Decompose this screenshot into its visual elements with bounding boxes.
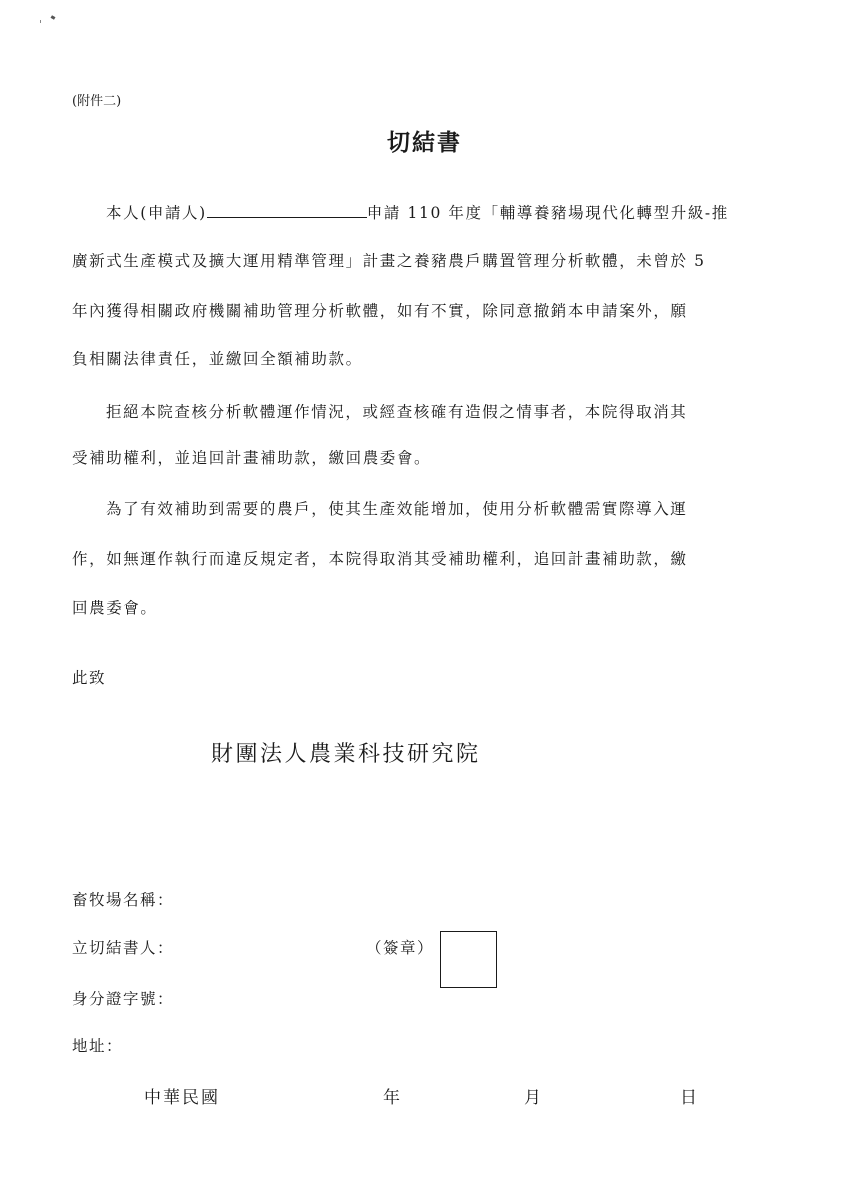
date-day: 日: [680, 1088, 699, 1108]
paragraph3-line2: 作，如無運作執行而違反規定者，本院得取消其受補助權利，追回計畫補助款，繳: [72, 550, 688, 568]
address-label: 地址：: [72, 1037, 124, 1055]
paragraph1-line3: 年內獲得相關政府機關補助管理分析軟體，如有不實，除同意撤銷本申請案外，願: [72, 302, 688, 320]
applicant-name-blank[interactable]: [207, 203, 367, 218]
paragraph1-line2: 廣新式生產模式及擴大運用精準管理」計畫之養豬農戶購置管理分析軟體，未曾於 5: [72, 252, 706, 270]
recipient-organization: 財團法人農業科技研究院: [211, 742, 481, 767]
farm-name-label: 畜牧場名稱：: [72, 891, 175, 909]
date-month: 月: [524, 1088, 543, 1108]
document-title: 切結書: [387, 129, 462, 156]
scan-speck: [51, 15, 56, 20]
applicant-prefix: 本人(申請人): [106, 204, 207, 222]
attachment-label: (附件二): [72, 94, 122, 109]
signer-label: 立切結書人：: [72, 939, 175, 957]
scan-speck: [40, 20, 41, 23]
paragraph1-line1: [106, 201, 729, 223]
paragraph2-line1: 拒絕本院查核分析軟體運作情況，或經查核確有造假之情事者，本院得取消其: [106, 403, 688, 421]
paragraph1-line4: 負相關法律責任，並繳回全額補助款。: [72, 350, 363, 368]
paragraph3-line1: 為了有效補助到需要的農戶，使其生產效能增加，使用分析軟體需實際導入運: [106, 500, 688, 518]
id-number-label: 身分證字號：: [72, 990, 175, 1008]
closing-salutation: 此致: [72, 669, 107, 687]
seal-box[interactable]: [440, 931, 497, 988]
signature-seal-label: （簽章）: [366, 939, 435, 957]
date-era: 中華民國: [144, 1088, 220, 1108]
paragraph2-line2: 受補助權利，並追回計畫補助款，繳回農委會。: [72, 449, 432, 467]
paragraph3-line3: 回農委會。: [72, 599, 158, 617]
applicant-suffix: 申請 110 年度「輔導養豬場現代化轉型升級-推: [366, 204, 729, 222]
date-year: 年: [383, 1088, 402, 1108]
